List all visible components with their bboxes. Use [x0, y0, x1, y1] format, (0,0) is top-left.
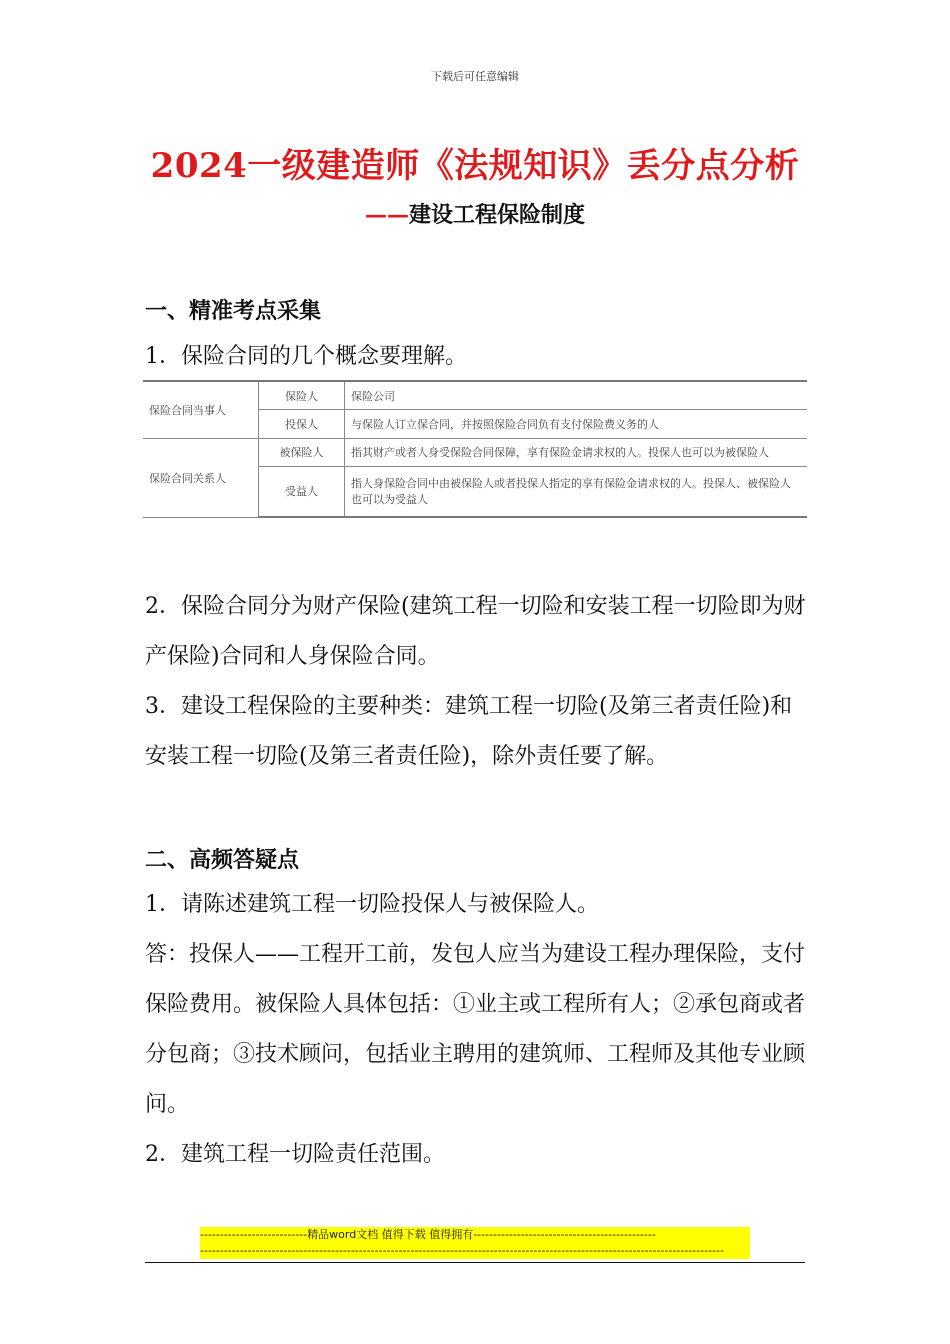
- subtitle-dash: ——: [364, 202, 409, 228]
- footer-line-1: ---------------------------精品word文档 值得下载 值得拥有----------------------------------------------: [200, 1228, 656, 1241]
- section2-question-1: 1．请陈述建筑工程一切险投保人与被保险人。: [145, 892, 599, 917]
- header-note: 下载后可任意编辑: [431, 70, 519, 83]
- table-group-cell: 保险合同关系人: [143, 438, 259, 517]
- table-group-cell: 保险合同当事人: [143, 381, 259, 438]
- section-heading-2: 二、高频答疑点: [145, 847, 300, 873]
- table-term-cell: 受益人: [259, 466, 345, 517]
- section1-item-3: 3．建设工程保险的主要种类：建筑工程一切险(及第三者责任险)和安装工程一切险(及第三者责任险)，除外责任要了解。: [145, 694, 793, 769]
- footer-divider: [145, 1262, 805, 1263]
- section2-answer-1: 答：投保人——工程开工前，发包人应当为建设工程办理保险，支付保险费用。被保险人具体包括：①业主或工程所有人；②承包商或者分包商；③技术顾问，包括业主聘用的建筑师、工程师及其他专业顾问。: [145, 942, 806, 1117]
- document-title: 2024一级建造师《法规知识》丢分点分析: [150, 146, 800, 186]
- section2-question-2: 2．建筑工程一切险责任范围。: [145, 1142, 445, 1167]
- table-def-cell: 与保险人订立保合同，并按照保险合同负有支付保险费义务的人: [345, 410, 808, 438]
- footer-highlight-band: [200, 1227, 750, 1259]
- section1-item-2: 2．保险合同分为财产保险(建筑工程一切险和安装工程一切险即为财产保险)合同和人身保险合同。: [145, 594, 806, 669]
- table-def-cell: 保险公司: [345, 381, 808, 410]
- section1-item-1: 1．保险合同的几个概念要理解。: [145, 344, 467, 369]
- table-term-cell: 被保险人: [259, 438, 345, 466]
- insurance-concepts-table: [143, 380, 807, 518]
- table-row: [143, 381, 807, 410]
- table-def-cell: 指其财产或者人身受保险合同保障，享有保险金请求权的人。投保人也可以为被保险人: [345, 438, 808, 466]
- table-def-cell: 指人身保险合同中由被保险人或者投保人指定的享有保险金请求权的人。投保人、被保险人也可以为受益人: [345, 466, 808, 517]
- table-term-cell: 保险人: [259, 381, 345, 410]
- footer-line-2: ------------------------------------------------------------------------------------------------------------------------------------: [200, 1244, 724, 1257]
- section-heading-1: 一、精准考点采集: [145, 298, 322, 324]
- table-row: [143, 438, 807, 466]
- subtitle-text: 建设工程保险制度: [408, 202, 585, 228]
- table-term-cell: 投保人: [259, 410, 345, 438]
- document-subtitle: [0, 198, 950, 229]
